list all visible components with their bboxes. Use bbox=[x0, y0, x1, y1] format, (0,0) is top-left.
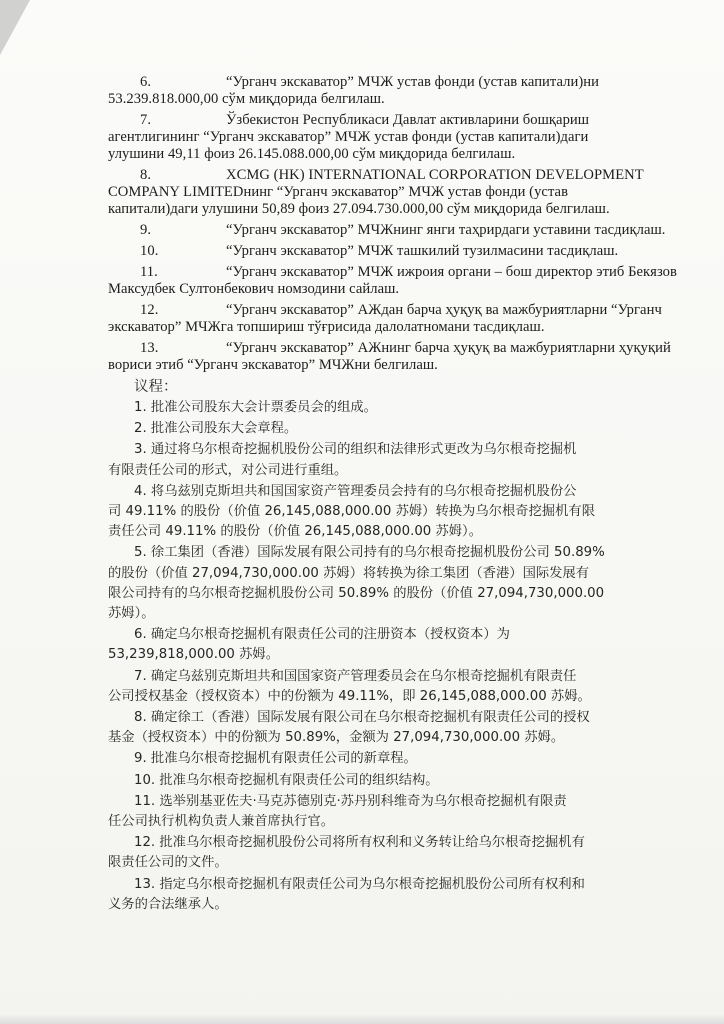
uzbek-agenda-item bbox=[108, 340, 671, 374]
chinese-agenda-line: 1. 批准公司股东大会计票委员会的组成。 bbox=[134, 400, 377, 415]
uzbek-item-number: 9. bbox=[140, 222, 152, 238]
chinese-agenda-item bbox=[108, 419, 656, 439]
chinese-agenda-line: 有限责任公司的形式，对公司进行重组。 bbox=[108, 462, 348, 478]
chinese-agenda-line: 12. 批准乌尔根奇挖掘机股份公司将所有权利和义务转让给乌尔根奇挖掘机有 bbox=[134, 835, 585, 851]
uzbek-item-text: “Урганч экскаватор” АЖнинг барча ҳуқуқ ва мажбуриятларни ҳуқуқий bbox=[226, 340, 671, 356]
uzbek-item-number: 11. bbox=[140, 264, 158, 280]
chinese-agenda-line: 司 49.11% 的股份（价值 26,145,088,000.00 苏姆）转换为乌尔根奇挖掘机有限 bbox=[108, 504, 596, 520]
chinese-agenda-line: 53,239,818,000.00 苏姆。 bbox=[108, 647, 280, 663]
chinese-agenda-item bbox=[108, 440, 656, 480]
uzbek-item-text: “Урганч экскаватор” МЧЖнинг янги таҳрирдаги уставини тасдиқлаш. bbox=[226, 222, 666, 238]
uzbek-agenda-line bbox=[108, 74, 656, 91]
chinese-agenda-line: 公司授权基金（授权资本）中的份额为 49.11%，即 26,145,088,000.00 苏姆。 bbox=[108, 688, 591, 704]
chinese-agenda-line: 6. 确定乌尔根奇挖掘机有限责任公司的注册资本（授权资本）为 bbox=[134, 627, 510, 643]
uzbek-agenda-item bbox=[108, 302, 662, 336]
uzbek-item-text: 53.239.818.000,00 сўм миқдорида белгилаш. bbox=[108, 91, 385, 107]
uzbek-agenda-item bbox=[108, 74, 656, 108]
uzbek-agenda-line bbox=[108, 201, 656, 218]
chinese-agenda-line: 苏姆）。 bbox=[108, 606, 155, 622]
uzbek-item-text: “Урганч экскаватор” МЧЖ устав фонди (устав капитали)ни bbox=[226, 74, 599, 90]
chinese-agenda-line: 10. 批准乌尔根奇挖掘机有限责任公司的组织结构。 bbox=[134, 772, 439, 788]
uzbek-item-text: капитали)даги улушини 50,89 фоиз 27.094.730.000,00 сўм миқдорида белгилаш. bbox=[108, 201, 610, 217]
chinese-agenda-item bbox=[108, 792, 656, 832]
uzbek-item-text: экскаватор” МЧЖга топшириш тўғрисида далолатномани тасдиқлаш. bbox=[108, 319, 545, 335]
uzbek-agenda-line bbox=[108, 112, 656, 129]
page-bottom-edge bbox=[0, 1014, 724, 1024]
uzbek-agenda-line bbox=[108, 281, 656, 298]
chinese-agenda-line: 基金（授权资本）中的份额为 50.89%，金额为 27,094,730,000.00 苏姆。 bbox=[108, 730, 565, 746]
uzbek-agenda-item bbox=[108, 264, 677, 298]
chinese-agenda-line: 限公司持有的乌尔根奇挖掘机股份公司 50.89% 的股份（价值 27,094,730,000.00 bbox=[108, 585, 605, 601]
uzbek-agenda-item bbox=[108, 222, 666, 239]
uzbek-agenda-item bbox=[108, 167, 656, 218]
chinese-agenda-line: 3. 通过将乌尔根奇挖掘机股份公司的组织和法律形式更改为乌尔根奇挖掘机 bbox=[134, 442, 577, 458]
uzbek-agenda-line bbox=[108, 264, 677, 281]
uzbek-agenda-line bbox=[108, 340, 671, 357]
chinese-agenda-line: 9. 批准乌尔根奇挖掘机有限责任公司的新章程。 bbox=[134, 751, 417, 767]
uzbek-agenda-line bbox=[108, 243, 656, 260]
uzbek-item-text: Ўзбекистон Республикаси Давлат активларини бошқариш bbox=[226, 112, 590, 128]
uzbek-agenda-line bbox=[108, 167, 656, 184]
uzbek-agenda-line bbox=[108, 146, 656, 163]
uzbek-agenda-line bbox=[108, 357, 656, 374]
chinese-agenda-line: 13. 指定乌尔根奇挖掘机有限责任公司为乌尔根奇挖掘机股份公司所有权利和 bbox=[134, 876, 585, 892]
chinese-agenda-item bbox=[108, 398, 656, 418]
chinese-agenda-heading: 议程： bbox=[134, 379, 178, 395]
chinese-agenda-item bbox=[108, 482, 656, 543]
uzbek-item-text: улушини 49,11 фоиз 26.145.088.000,00 сўм миқдорида белгилаш. bbox=[108, 146, 516, 162]
chinese-agenda-list bbox=[108, 398, 656, 915]
uzbek-item-text: XCMG (HK) INTERNATIONAL CORPORATION DEVELOPMENT bbox=[226, 167, 644, 183]
uzbek-item-number: 13. bbox=[140, 340, 159, 356]
uzbek-item-text: Максудбек Султонбекович номзодини сайлаш. bbox=[108, 281, 400, 297]
document-body bbox=[108, 74, 677, 916]
uzbek-agenda-line bbox=[108, 91, 656, 108]
uzbek-item-number: 8. bbox=[140, 167, 152, 183]
chinese-agenda-line: 11. 选举别基亚佐夫·马克苏德别克·苏丹别科维奇为乌尔根奇挖掘机有限责 bbox=[134, 793, 567, 809]
uzbek-item-text: “Урганч экскаватор” АЖдан барча ҳуқуқ ва мажбуриятларни “Урганч bbox=[226, 302, 662, 318]
chinese-agenda-line: 8. 确定徐工（香港）国际发展有限公司在乌尔根奇挖掘机有限责任公司的授权 bbox=[134, 710, 590, 726]
uzbek-item-text: “Урганч экскаватор” МЧЖ ташкилий тузилмасини тасдиқлаш. bbox=[226, 243, 619, 259]
chinese-agenda-line: 限责任公司的文件。 bbox=[108, 855, 228, 871]
uzbek-item-number: 6. bbox=[140, 74, 152, 90]
uzbek-agenda-line bbox=[108, 222, 666, 239]
chinese-agenda-line: 7. 确定乌兹别克斯坦共和国国家资产管理委员会在乌尔根奇挖掘机有限责任 bbox=[134, 668, 577, 684]
uzbek-agenda-line bbox=[108, 319, 656, 336]
uzbek-agenda-list bbox=[108, 74, 677, 374]
uzbek-item-number: 10. bbox=[140, 243, 159, 259]
chinese-agenda-item bbox=[108, 708, 656, 748]
chinese-agenda-line: 2. 批准公司股东大会章程。 bbox=[134, 421, 298, 437]
chinese-agenda-item bbox=[108, 833, 656, 873]
chinese-agenda-item bbox=[108, 625, 656, 665]
chinese-agenda-item bbox=[108, 543, 656, 624]
chinese-agenda-line: 5. 徐工集团（香港）国际发展有限公司持有的乌尔根奇挖掘机股份公司 50.89% bbox=[134, 545, 605, 561]
uzbek-item-text: “Урганч экскаватор” МЧЖ ижроия органи – бош директор этиб Бекязов bbox=[226, 264, 677, 280]
folded-corner bbox=[0, 0, 30, 55]
uzbek-item-number: 7. bbox=[140, 112, 152, 128]
uzbek-item-number: 12. bbox=[140, 302, 159, 318]
uzbek-agenda-item bbox=[108, 112, 656, 163]
chinese-agenda-item bbox=[108, 771, 656, 791]
chinese-agenda-line: 义务的合法继承人。 bbox=[108, 896, 228, 912]
chinese-agenda-item bbox=[108, 875, 656, 915]
chinese-agenda-item bbox=[108, 749, 656, 769]
uzbek-item-text: агентлигининг “Урганч экскаватор” МЧЖ устав фонди (устав капитали)даги bbox=[108, 129, 589, 145]
uzbek-agenda-line bbox=[108, 129, 656, 146]
chinese-agenda-line: 4. 将乌兹别克斯坦共和国国家资产管理委员会持有的乌尔根奇挖掘机股份公 bbox=[134, 483, 577, 499]
uzbek-item-text: COMPANY LIMITEDнинг “Урганч экскаватор” МЧЖ устав фонди (устав bbox=[108, 184, 569, 200]
uzbek-agenda-line bbox=[108, 184, 656, 201]
uzbek-item-text: вориси этиб “Урганч экскаватор” МЧЖни белгилаш. bbox=[108, 357, 438, 373]
chinese-agenda-line: 的股份（价值 27,094,730,000.00 苏姆）将转换为徐工集团（香港）国际发展有 bbox=[108, 565, 590, 581]
uzbek-agenda-line bbox=[108, 302, 662, 319]
chinese-agenda-line: 任公司执行机构负责人兼首席执行官。 bbox=[108, 814, 335, 830]
uzbek-agenda-item bbox=[108, 243, 656, 260]
chinese-agenda-line: 责任公司 49.11% 的股份（价值 26,145,088,000.00 苏姆）。 bbox=[108, 524, 482, 540]
chinese-agenda-item bbox=[108, 667, 656, 707]
